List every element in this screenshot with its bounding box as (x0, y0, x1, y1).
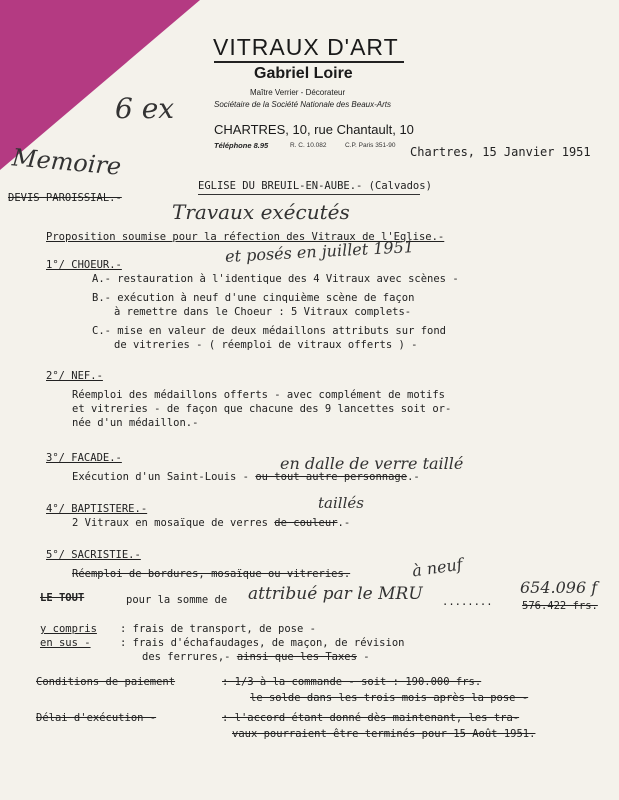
letterhead-person: Gabriel Loire (254, 65, 353, 82)
letterhead-address: CHARTRES, 10, rue Chantault, 10 (214, 122, 414, 137)
sacristie-line: Réemploi de bordures, mosaïque ou vitreries. (72, 568, 351, 580)
compris-taxes-struck: ainsi que les Taxes (236, 651, 357, 663)
handwritten-copies: 6 ex (115, 92, 175, 125)
facade-struck: ou tout autre personnage (255, 471, 408, 483)
nef-line-3: née d'un médaillon.- (72, 417, 199, 429)
sacristie-title: 5°/ SACRISTIE.- (46, 549, 141, 561)
tout-amount: 576.422 frs. (522, 600, 598, 612)
conditions-line-1: : 1/3 à la commande - soit : 190.000 frs. (222, 676, 482, 688)
handwritten-travaux: Travaux exécutés (172, 200, 350, 224)
nef-title: 2°/ NEF.- (46, 370, 103, 382)
delai-label: Délai d'exécution - (36, 712, 157, 724)
delai-line-2: vaux pourraient être terminés pour 15 Août 1951. (232, 728, 536, 740)
tout-text: pour la somme de (126, 594, 228, 606)
compris-ferrures: des ferrures,- (142, 651, 231, 663)
dateline: Chartres, 15 Janvier 1951 (410, 145, 591, 159)
devis-heading: DEVIS PAROISSIAL.- (8, 192, 122, 204)
handwritten-neuf: à neuf (410, 554, 464, 581)
conditions-label: Conditions de paiement (36, 676, 176, 688)
facade-end: .- (407, 471, 420, 483)
baptistere-struck: de couleur (274, 517, 338, 529)
baptistere-title: 4°/ BAPTISTERE.- (46, 503, 148, 515)
letterhead-rule (214, 61, 404, 63)
baptistere-text: 2 Vitraux en mosaïque de verres (72, 517, 268, 529)
compris-end: - (356, 651, 370, 663)
choeur-item-a: A.- restauration à l'identique des 4 Vitraux avec scènes - (92, 273, 459, 285)
facade-title: 3°/ FACADE.- (46, 452, 122, 464)
choeur-item-c1: C.- mise en valeur de deux médaillons attributs sur fond (92, 325, 447, 337)
nef-line-1: Réemploi des médaillons offerts - avec complément de motifs (72, 389, 445, 401)
compris-line-2: : frais d'échafaudages, de maçon, de révision (120, 637, 405, 649)
handwritten-memoire: Memoire (10, 143, 123, 181)
compris-line-3 (142, 651, 370, 663)
compris-label: y compris (40, 623, 97, 635)
choeur-title: 1°/ CHOEUR.- (46, 259, 122, 271)
tout-label: LE TOUT (40, 592, 85, 604)
letterhead-name: VITRAUX D'ART (213, 34, 399, 60)
letterhead-rc: R. C. 10.082 (290, 142, 327, 149)
facade-line (72, 471, 420, 483)
handwritten-total: 654.096 f (520, 578, 598, 597)
letterhead-phone: Téléphone 8.95 (214, 141, 269, 150)
baptistere-end: .- (337, 517, 351, 529)
delai-line-1: : l'accord étant donné dès maintenant, les tra- (222, 712, 520, 724)
choeur-item-b2: à remettre dans le Choeur : 5 Vitraux complets- (114, 306, 412, 318)
sus-label: en sus - (40, 637, 91, 649)
nef-line-2: et vitreries - de façon que chacune des 9 lancettes soit or- (72, 403, 452, 415)
letterhead-role: Maître Verrier - Décorateur (250, 88, 346, 97)
choeur-item-b1: B.- exécution à neuf d'une cinquième scène de façon (92, 292, 415, 304)
proposition-line: Proposition soumise pour la réfection des Vitraux de l'Eglise.- (46, 231, 445, 243)
letterhead-cp: C.P. Paris 351-90 (345, 142, 396, 149)
compris-line-1: : frais de transport, de pose - (120, 623, 316, 635)
letterhead-society: Sociétaire de la Société Nationale des Beaux-Arts (214, 100, 391, 109)
baptistere-line (72, 517, 350, 529)
church-underline (198, 194, 420, 195)
handwritten-dalle: en dalle de verre taillé (280, 454, 464, 473)
handwritten-pose: et posés en juillet 1951 (224, 237, 415, 266)
tout-dots: ........ (442, 596, 493, 608)
choeur-item-c2: de vitreries - ( réemploi de vitraux offerts ) - (114, 339, 418, 351)
conditions-line-2: le solde dans les trois mois après la pose - (250, 692, 529, 704)
facade-text: Exécution d'un Saint-Louis - (72, 471, 250, 483)
church-heading: EGLISE DU BREUIL-EN-AUBE.- (Calvados) (198, 180, 432, 192)
handwritten-attribue: attribué par le MRU (248, 584, 423, 604)
handwritten-taillee: taillés (318, 494, 364, 512)
